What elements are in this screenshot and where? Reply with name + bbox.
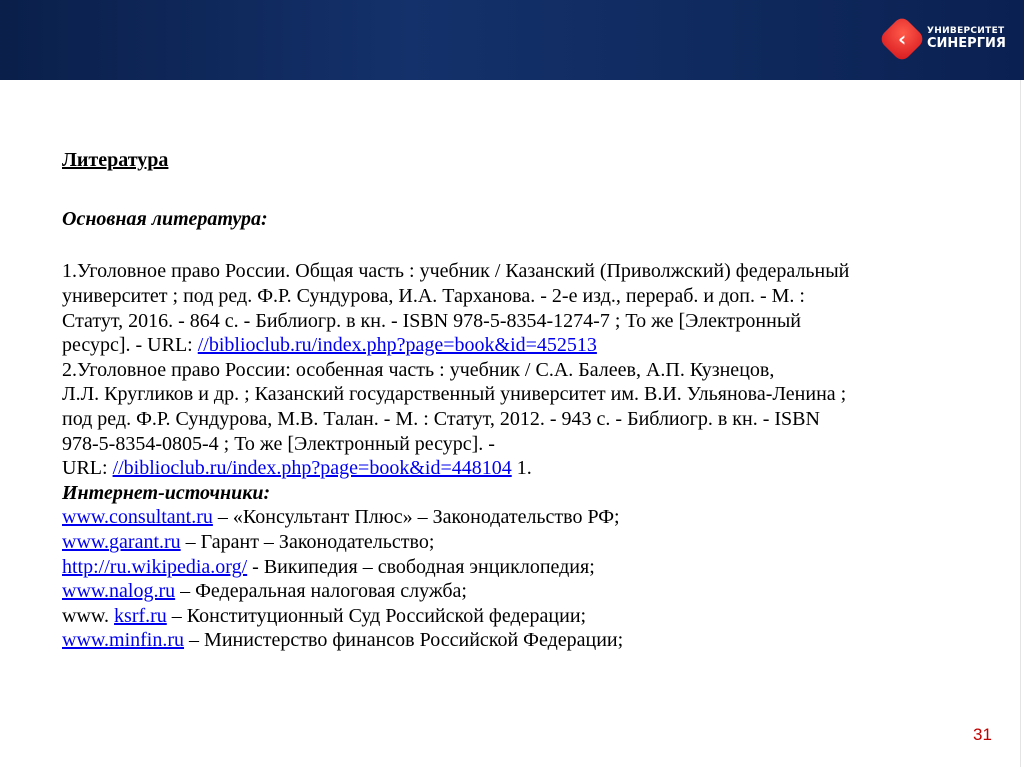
page-number: 31: [973, 725, 992, 744]
list-item: www.minfin.ru – Министерство финансов Российской Федерации;: [62, 629, 624, 652]
book-2-line: URL:: [62, 457, 113, 480]
book-1-line: Статут, 2016. - 864 с. - Библиогр. в кн. - ISBN 978-5-8354-1274-7 ; То же [Электронный: [62, 309, 801, 332]
list-item: www. ksrf.ru – Конституционный Суд Российской федерации;: [62, 604, 587, 627]
book-2-line: под ред. Ф.Р. Сундурова, М.В. Талан. - М. : Статут, 2012. - 943 с. - Библиогр. в кн. - ISBN: [62, 407, 820, 430]
book-1-line: 1.Уголовное право России. Общая часть : учебник / Казанский (Приволжский) федеральный: [62, 260, 850, 283]
source-link[interactable]: www.minfin.ru: [62, 629, 185, 652]
main-literature-heading: Основная литература:: [62, 208, 268, 231]
list-item: http://ru.wikipedia.org/ - Википедия – свободная энциклопедия;: [62, 555, 595, 578]
book-1: [62, 259, 982, 357]
slide-header: [0, 0, 1024, 80]
slide-content: [62, 148, 982, 653]
book-1-link[interactable]: //biblioclub.ru/index.php?page=book&id=452513: [197, 334, 597, 357]
book-2-line: 978-5-8354-0805-4 ; То же [Электронный ресурс]. -: [62, 432, 495, 455]
logo-line2: СИНЕРГИЯ: [927, 35, 1006, 51]
book-2-line: 2.Уголовное право России: особенная часть : учебник / С.А. Балеев, А.П. Кузнецов,: [62, 358, 775, 381]
sources-list: [62, 505, 982, 653]
list-item: www.consultant.ru – «Консультант Плюс» – Законодательство РФ;: [62, 506, 620, 529]
book-2-line: Л.Л. Кругликов и др. ; Казанский государственный университет им. В.И. Ульянова-Ленина ;: [62, 383, 847, 406]
right-border-line: [1020, 80, 1021, 767]
book-2: [62, 358, 982, 481]
page-title: Литература: [62, 149, 169, 171]
book-1-line: университет ; под ред. Ф.Р. Сундурова, И.А. Тарханова. - 2-е изд., перераб. и доп. - М. :: [62, 284, 805, 307]
book-2-link[interactable]: //biblioclub.ru/index.php?page=book&id=448104: [112, 457, 512, 480]
logo-line1: УНИВЕРСИТЕТ: [927, 26, 1005, 37]
list-item: www.nalog.ru – Федеральная налоговая служба;: [62, 580, 467, 603]
source-link[interactable]: www.consultant.ru: [62, 506, 213, 529]
list-item: www.garant.ru – Гарант – Законодательство;: [62, 530, 435, 553]
source-link[interactable]: www.nalog.ru: [62, 580, 176, 603]
synergy-logo: [885, 22, 1006, 56]
source-link[interactable]: garant.ru: [109, 530, 181, 553]
book-2-tail: 1.: [511, 457, 532, 480]
logo-chevron-icon: ‹: [878, 15, 926, 63]
book-1-line: ресурс]. - URL:: [62, 334, 198, 357]
source-link[interactable]: http://ru.wikipedia.org/: [62, 555, 248, 578]
source-link[interactable]: ksrf.ru: [114, 604, 167, 627]
internet-sources-heading: Интернет-источники:: [62, 481, 271, 504]
source-link-prefix[interactable]: www.: [62, 530, 110, 553]
